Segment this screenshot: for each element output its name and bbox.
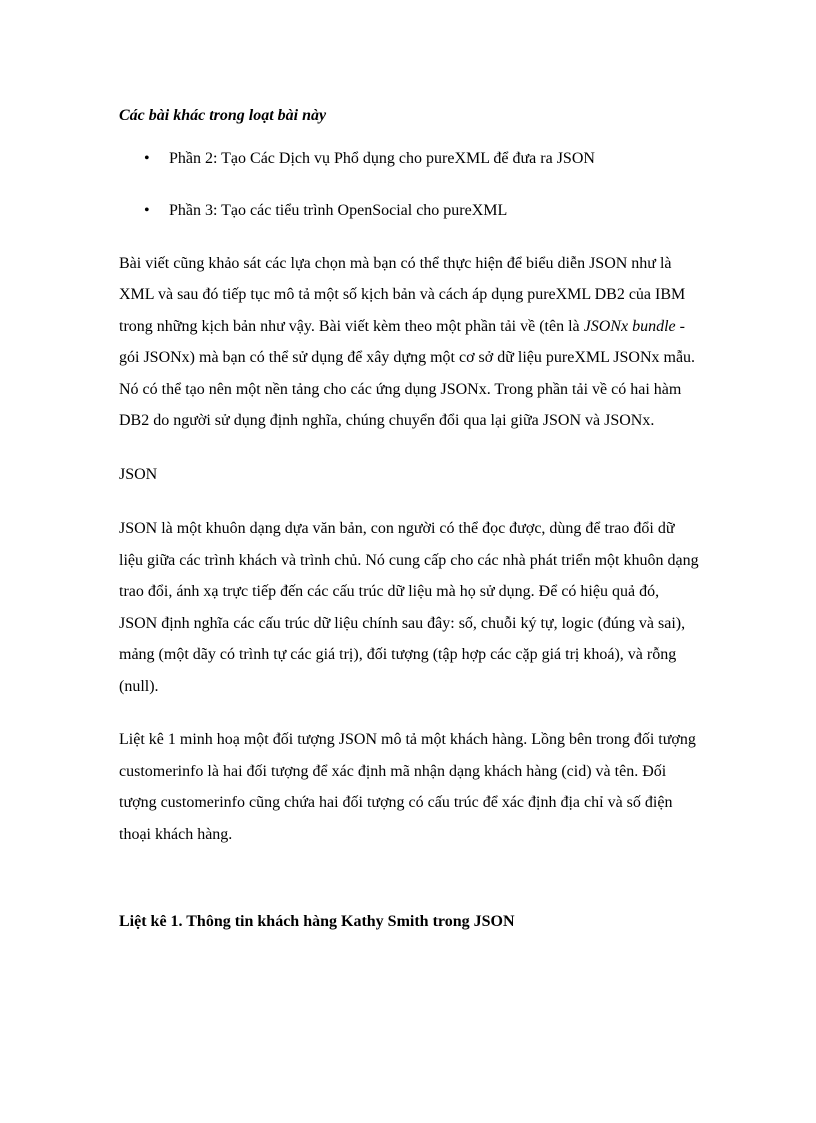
json-description-paragraph: JSON là một khuôn dạng dựa văn bản, con người có thể đọc được, dùng để trao đổi dữ liệu giữa các trình khách và trình chủ. Nó cung cấp cho các nhà phát triển một khuôn dạng trao đổi, ánh xạ trực tiếp đến các cấu trúc dữ liệu mà họ sử dụng. Để có hiệu quả đó, JSON định nghĩa các cấu trúc dữ liệu chính sau đây: số, chuỗi ký tự, logic (đúng và sai), mảng (một dãy có trình tự các giá trị), đối tượng (tập hợp các cặp giá trị khoá), và rỗng (null).	[119, 520, 699, 695]
related-article-part-2[interactable]: • Phần 2: Tạo Các Dịch vụ Phổ dụng cho pureXML để đưa ra JSON	[119, 143, 699, 175]
intro-text-before: Bài viết cũng khảo sát các lựa chọn mà bạn có thể thực hiện để biểu diễn JSON như là XML và sau đó tiếp tục mô tả một số kịch bản và cách áp dụng pureXML DB2 của IBM trong những kịch bản như vậy. Bài viết kèm theo một phần tải về (tên là	[119, 254, 686, 335]
jsonx-bundle-term: JSONx bundle	[583, 317, 676, 335]
related-article-part-3[interactable]: • Phần 3: Tạo các tiểu trình OpenSocial cho pureXML	[119, 195, 699, 227]
listing-1-title: Liệt kê 1. Thông tin khách hàng Kathy Smith trong JSON	[119, 913, 515, 930]
intro-paragraph	[119, 248, 699, 437]
document-page	[119, 100, 699, 938]
related-articles-list	[119, 143, 699, 227]
listing-intro-paragraph: Liệt kê 1 minh hoạ một đối tượng JSON mô tả một khách hàng. Lồng bên trong đối tượng customerinfo là hai đối tượng để xác định mã nhận dạng khách hàng (cid) và tên. Đối tượng customerinfo cũng chứa hai đối tượng có cấu trúc để xác định địa chỉ và số điện thoại khách hàng.	[119, 731, 696, 843]
intro-text-after: - gói JSONx) mà bạn có thể sử dụng để xây dựng một cơ sở dữ liệu pureXML JSONx mẫu. Nó có thể tạo nên một nền tảng cho các ứng dụng JSONx. Trong phần tải về có hai hàm DB2 do người sử dụng định nghĩa, chúng chuyển đổi qua lại giữa JSON và JSONx.	[119, 317, 696, 429]
json-section-title: JSON	[119, 465, 158, 483]
related-articles-heading: Các bài khác trong loạt bài này	[119, 107, 327, 124]
